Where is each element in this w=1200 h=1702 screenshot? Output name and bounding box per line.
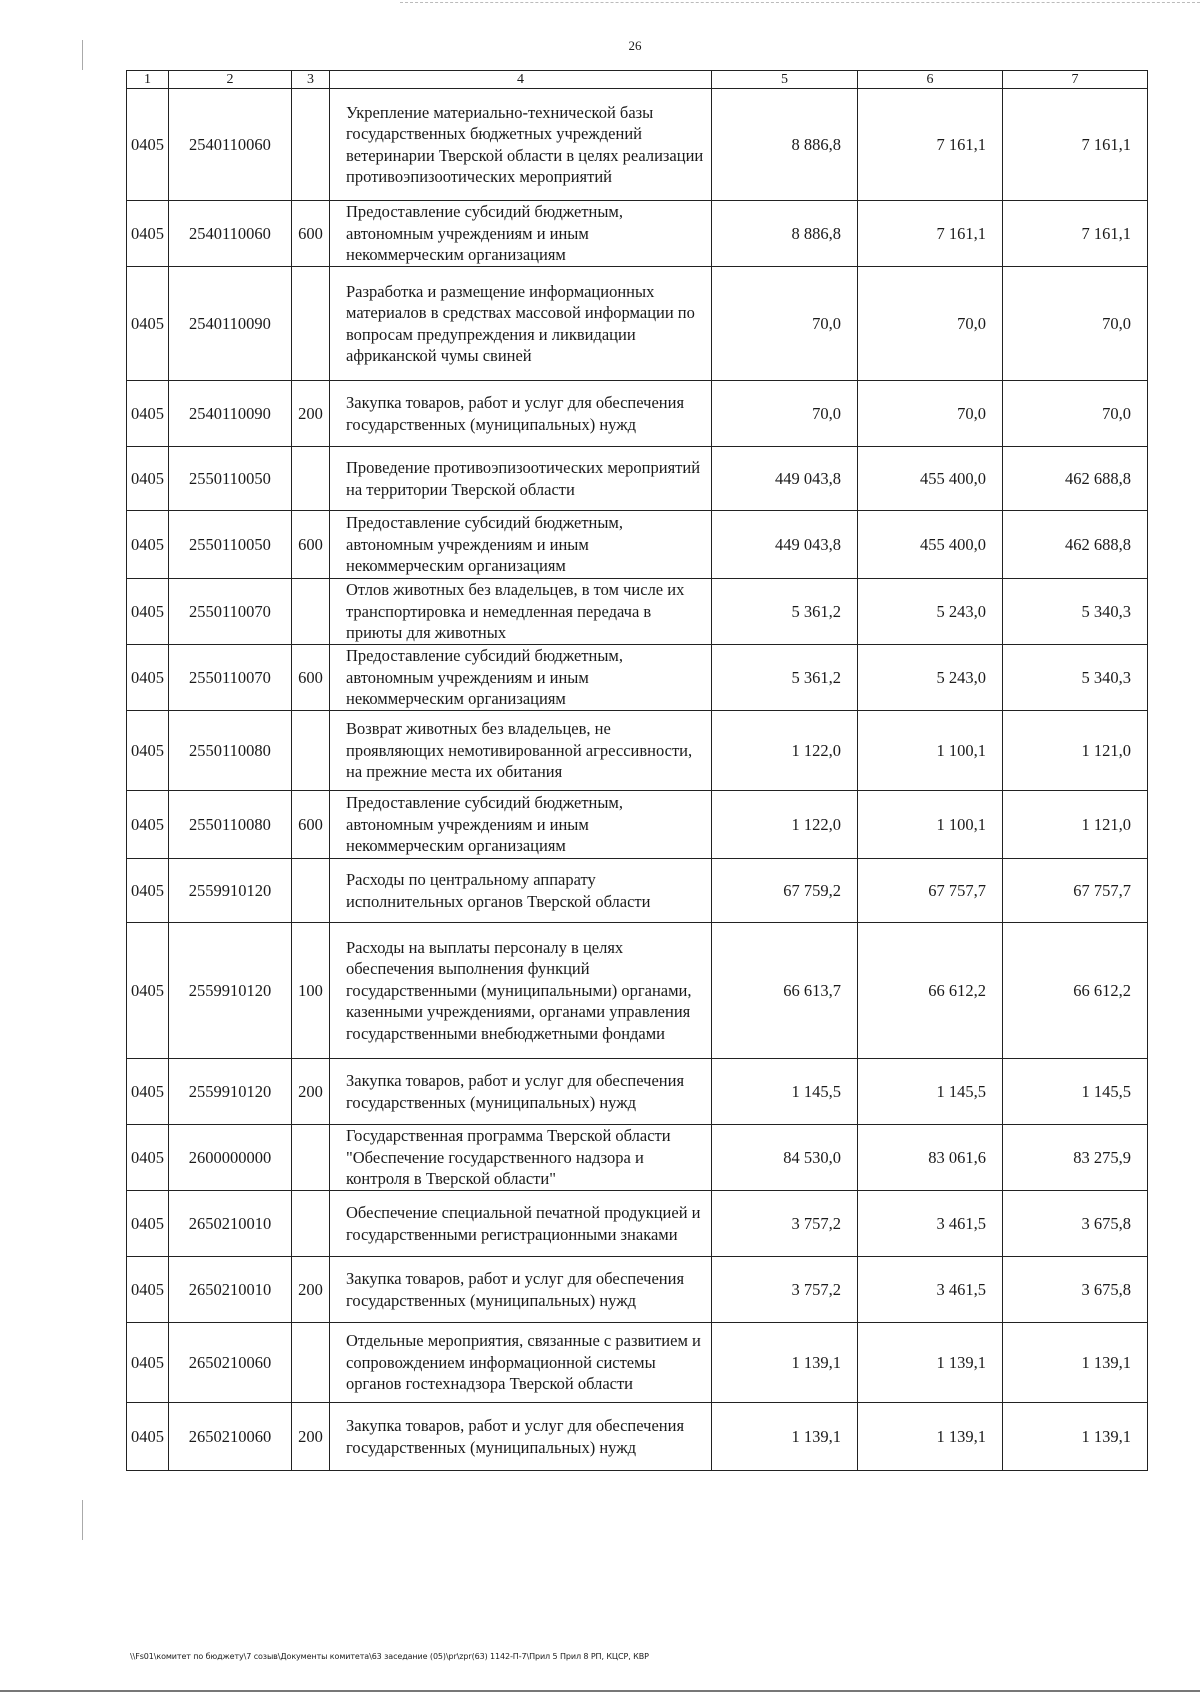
table-row bbox=[127, 859, 1148, 923]
table-row bbox=[127, 381, 1148, 447]
cell-name: Отлов животных без владельцев, в том числе их транспортировка и немедленная передача в приюты для животных bbox=[330, 579, 712, 645]
cell-expense-type: 200 bbox=[292, 381, 330, 447]
cell-amount-year-2: 70,0 bbox=[858, 267, 1003, 381]
cell-amount-year-1: 5 361,2 bbox=[712, 645, 858, 711]
cell-expense-type bbox=[292, 579, 330, 645]
cell-target-code: 2550110070 bbox=[169, 579, 292, 645]
cell-section: 0405 bbox=[127, 859, 169, 923]
cell-target-code: 2540110060 bbox=[169, 89, 292, 201]
cell-amount-year-2: 1 139,1 bbox=[858, 1403, 1003, 1471]
cell-amount-year-3: 1 121,0 bbox=[1003, 711, 1148, 791]
cell-amount-year-2: 1 100,1 bbox=[858, 711, 1003, 791]
cell-amount-year-3: 5 340,3 bbox=[1003, 645, 1148, 711]
cell-expense-type: 100 bbox=[292, 923, 330, 1059]
cell-name: Государственная программа Тверской области "Обеспечение государственного надзора и контроля в Тверской области" bbox=[330, 1125, 712, 1191]
cell-target-code: 2540110090 bbox=[169, 267, 292, 381]
cell-amount-year-2: 7 161,1 bbox=[858, 89, 1003, 201]
cell-amount-year-2: 83 061,6 bbox=[858, 1125, 1003, 1191]
page-number: 26 bbox=[628, 38, 642, 53]
cell-name: Предоставление субсидий бюджетным, автономным учреждениям и иным некоммерческим организациям bbox=[330, 791, 712, 859]
cell-amount-year-3: 1 139,1 bbox=[1003, 1323, 1148, 1403]
cell-expense-type: 600 bbox=[292, 791, 330, 859]
cell-expense-type bbox=[292, 1125, 330, 1191]
cell-amount-year-1: 67 759,2 bbox=[712, 859, 858, 923]
cell-amount-year-3: 3 675,8 bbox=[1003, 1191, 1148, 1257]
cell-amount-year-3: 1 139,1 bbox=[1003, 1403, 1148, 1471]
cell-amount-year-2: 455 400,0 bbox=[858, 447, 1003, 511]
cell-amount-year-3: 462 688,8 bbox=[1003, 447, 1148, 511]
cell-target-code: 2540110090 bbox=[169, 381, 292, 447]
cell-amount-year-1: 8 886,8 bbox=[712, 89, 858, 201]
cell-section: 0405 bbox=[127, 89, 169, 201]
cell-amount-year-2: 66 612,2 bbox=[858, 923, 1003, 1059]
cell-name: Проведение противоэпизоотических мероприятий на территории Тверской области bbox=[330, 447, 712, 511]
table-row bbox=[127, 201, 1148, 267]
cell-amount-year-2: 7 161,1 bbox=[858, 201, 1003, 267]
cell-amount-year-1: 70,0 bbox=[712, 381, 858, 447]
table-row bbox=[127, 511, 1148, 579]
cell-section: 0405 bbox=[127, 201, 169, 267]
cell-amount-year-1: 3 757,2 bbox=[712, 1191, 858, 1257]
cell-section: 0405 bbox=[127, 1323, 169, 1403]
cell-expense-type: 200 bbox=[292, 1403, 330, 1471]
cell-amount-year-2: 5 243,0 bbox=[858, 579, 1003, 645]
cell-section: 0405 bbox=[127, 381, 169, 447]
cell-amount-year-2: 1 100,1 bbox=[858, 791, 1003, 859]
cell-section: 0405 bbox=[127, 1191, 169, 1257]
cell-amount-year-1: 84 530,0 bbox=[712, 1125, 858, 1191]
table-row bbox=[127, 579, 1148, 645]
cell-section: 0405 bbox=[127, 645, 169, 711]
table-row bbox=[127, 1323, 1148, 1403]
cell-target-code: 2550110080 bbox=[169, 711, 292, 791]
cell-name: Закупка товаров, работ и услуг для обеспечения государственных (муниципальных) нужд bbox=[330, 1257, 712, 1323]
cell-expense-type bbox=[292, 89, 330, 201]
table-row bbox=[127, 645, 1148, 711]
col-header: 3 bbox=[292, 71, 330, 89]
cell-name: Закупка товаров, работ и услуг для обеспечения государственных (муниципальных) нужд bbox=[330, 1403, 712, 1471]
cell-amount-year-2: 3 461,5 bbox=[858, 1257, 1003, 1323]
cell-target-code: 2559910120 bbox=[169, 1059, 292, 1125]
cell-target-code: 2550110050 bbox=[169, 447, 292, 511]
col-header: 4 bbox=[330, 71, 712, 89]
cell-amount-year-3: 66 612,2 bbox=[1003, 923, 1148, 1059]
budget-table bbox=[126, 70, 1148, 1471]
cell-amount-year-1: 449 043,8 bbox=[712, 511, 858, 579]
cell-amount-year-3: 70,0 bbox=[1003, 381, 1148, 447]
cell-amount-year-2: 5 243,0 bbox=[858, 645, 1003, 711]
cell-section: 0405 bbox=[127, 1403, 169, 1471]
col-header: 1 bbox=[127, 71, 169, 89]
cell-expense-type: 600 bbox=[292, 645, 330, 711]
cell-name: Расходы на выплаты персоналу в целях обеспечения выполнения функций государственными (муниципальными) органами, казенными учреждениями, органами управления государственными внебюджетными фондами bbox=[330, 923, 712, 1059]
cell-expense-type: 600 bbox=[292, 511, 330, 579]
cell-name: Разработка и размещение информационных материалов в средствах массовой информации по вопросам предупреждения и ликвидации африканской чумы свиней bbox=[330, 267, 712, 381]
cell-expense-type bbox=[292, 1323, 330, 1403]
cell-amount-year-3: 1 121,0 bbox=[1003, 791, 1148, 859]
cell-amount-year-1: 1 139,1 bbox=[712, 1403, 858, 1471]
cell-amount-year-1: 449 043,8 bbox=[712, 447, 858, 511]
cell-name: Предоставление субсидий бюджетным, автономным учреждениям и иным некоммерческим организациям bbox=[330, 201, 712, 267]
cell-name: Закупка товаров, работ и услуг для обеспечения государственных (муниципальных) нужд bbox=[330, 381, 712, 447]
cell-amount-year-2: 1 139,1 bbox=[858, 1323, 1003, 1403]
cell-name: Отдельные мероприятия, связанные с развитием и сопровождением информационной системы органов гостехнадзора Тверской области bbox=[330, 1323, 712, 1403]
cell-target-code: 2650210060 bbox=[169, 1323, 292, 1403]
cell-section: 0405 bbox=[127, 711, 169, 791]
cell-amount-year-3: 7 161,1 bbox=[1003, 89, 1148, 201]
cell-section: 0405 bbox=[127, 579, 169, 645]
col-header: 7 bbox=[1003, 71, 1148, 89]
cell-target-code: 2550110070 bbox=[169, 645, 292, 711]
cell-target-code: 2600000000 bbox=[169, 1125, 292, 1191]
cell-section: 0405 bbox=[127, 447, 169, 511]
table-row bbox=[127, 1125, 1148, 1191]
cell-amount-year-1: 1 145,5 bbox=[712, 1059, 858, 1125]
cell-target-code: 2650210010 bbox=[169, 1257, 292, 1323]
cell-name: Укрепление материально-технической базы государственных бюджетных учреждений ветеринарии Тверской области в целях реализации противоэпизоотических мероприятий bbox=[330, 89, 712, 201]
table-row bbox=[127, 267, 1148, 381]
cell-amount-year-3: 3 675,8 bbox=[1003, 1257, 1148, 1323]
cell-expense-type bbox=[292, 1191, 330, 1257]
cell-section: 0405 bbox=[127, 923, 169, 1059]
cell-amount-year-1: 1 122,0 bbox=[712, 711, 858, 791]
bottom-edge-line bbox=[0, 1690, 1200, 1692]
cell-section: 0405 bbox=[127, 1059, 169, 1125]
cell-amount-year-2: 67 757,7 bbox=[858, 859, 1003, 923]
cell-amount-year-3: 1 145,5 bbox=[1003, 1059, 1148, 1125]
cell-name: Обеспечение специальной печатной продукцией и государственными регистрационными знаками bbox=[330, 1191, 712, 1257]
cell-name: Возврат животных без владельцев, не проявляющих немотивированной агрессивности, на прежние места их обитания bbox=[330, 711, 712, 791]
col-header: 5 bbox=[712, 71, 858, 89]
cell-amount-year-3: 7 161,1 bbox=[1003, 201, 1148, 267]
table-row bbox=[127, 791, 1148, 859]
cell-amount-year-3: 70,0 bbox=[1003, 267, 1148, 381]
cell-target-code: 2550110080 bbox=[169, 791, 292, 859]
table-row bbox=[127, 447, 1148, 511]
cell-name: Предоставление субсидий бюджетным, автономным учреждениям и иным некоммерческим организациям bbox=[330, 511, 712, 579]
cell-name: Расходы по центральному аппарату исполнительных органов Тверской области bbox=[330, 859, 712, 923]
cell-target-code: 2540110060 bbox=[169, 201, 292, 267]
cell-expense-type bbox=[292, 859, 330, 923]
cell-expense-type: 600 bbox=[292, 201, 330, 267]
cell-name: Закупка товаров, работ и услуг для обеспечения государственных (муниципальных) нужд bbox=[330, 1059, 712, 1125]
cell-section: 0405 bbox=[127, 267, 169, 381]
cell-target-code: 2550110050 bbox=[169, 511, 292, 579]
cell-expense-type: 200 bbox=[292, 1257, 330, 1323]
cell-amount-year-1: 8 886,8 bbox=[712, 201, 858, 267]
cell-section: 0405 bbox=[127, 1125, 169, 1191]
cell-amount-year-3: 462 688,8 bbox=[1003, 511, 1148, 579]
margin-mark bbox=[82, 1500, 83, 1540]
top-edge-line bbox=[400, 2, 1200, 3]
cell-amount-year-1: 5 361,2 bbox=[712, 579, 858, 645]
cell-amount-year-3: 83 275,9 bbox=[1003, 1125, 1148, 1191]
cell-section: 0405 bbox=[127, 511, 169, 579]
cell-amount-year-1: 70,0 bbox=[712, 267, 858, 381]
table-row bbox=[127, 1403, 1148, 1471]
cell-amount-year-2: 70,0 bbox=[858, 381, 1003, 447]
cell-expense-type: 200 bbox=[292, 1059, 330, 1125]
cell-target-code: 2650210060 bbox=[169, 1403, 292, 1471]
cell-target-code: 2559910120 bbox=[169, 859, 292, 923]
table-row bbox=[127, 923, 1148, 1059]
cell-expense-type bbox=[292, 711, 330, 791]
cell-target-code: 2559910120 bbox=[169, 923, 292, 1059]
cell-amount-year-1: 1 139,1 bbox=[712, 1323, 858, 1403]
table-header bbox=[127, 71, 1148, 89]
table-row bbox=[127, 89, 1148, 201]
cell-amount-year-2: 1 145,5 bbox=[858, 1059, 1003, 1125]
cell-target-code: 2650210010 bbox=[169, 1191, 292, 1257]
cell-expense-type bbox=[292, 447, 330, 511]
header-row bbox=[127, 71, 1148, 89]
cell-amount-year-2: 3 461,5 bbox=[858, 1191, 1003, 1257]
table-row bbox=[127, 1257, 1148, 1323]
footer-file-path: \\Fs01\комитет по бюджету\7 созыв\Документы комитета\63 заседание (05)\pr\zpr(63) 1142-П-7\Прил 5 Прил 8 РП, КЦСР, КВР bbox=[130, 1652, 649, 1661]
cell-section: 0405 bbox=[127, 1257, 169, 1323]
cell-expense-type bbox=[292, 267, 330, 381]
cell-amount-year-2: 455 400,0 bbox=[858, 511, 1003, 579]
table-row bbox=[127, 1191, 1148, 1257]
cell-amount-year-1: 66 613,7 bbox=[712, 923, 858, 1059]
table-row bbox=[127, 711, 1148, 791]
table-body bbox=[127, 89, 1148, 1471]
cell-amount-year-1: 1 122,0 bbox=[712, 791, 858, 859]
col-header: 2 bbox=[169, 71, 292, 89]
cell-amount-year-3: 5 340,3 bbox=[1003, 579, 1148, 645]
col-header: 6 bbox=[858, 71, 1003, 89]
cell-name: Предоставление субсидий бюджетным, автономным учреждениям и иным некоммерческим организациям bbox=[330, 645, 712, 711]
cell-amount-year-3: 67 757,7 bbox=[1003, 859, 1148, 923]
cell-amount-year-1: 3 757,2 bbox=[712, 1257, 858, 1323]
table-row bbox=[127, 1059, 1148, 1125]
cell-section: 0405 bbox=[127, 791, 169, 859]
